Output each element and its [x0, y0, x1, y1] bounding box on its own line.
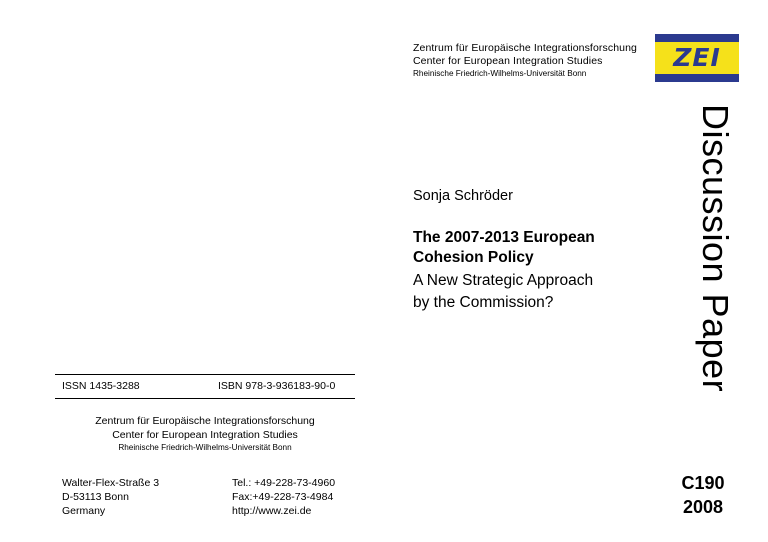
imprint-institute-german: Zentrum für Europäische Integrationsforschung [95, 415, 315, 427]
contact-block [232, 477, 335, 519]
issn-text: ISSN 1435-3288 [62, 380, 140, 392]
address-country: Germany [62, 504, 106, 517]
contact-website: http://www.zei.de [232, 504, 312, 517]
contact-fax: Fax:+49-228-73-4984 [232, 490, 334, 503]
logo-text: ZEI [673, 43, 721, 72]
address-street: Walter-Flex-Straße 3 [62, 477, 160, 489]
zei-logo [655, 34, 739, 82]
title-block [413, 228, 663, 314]
subtitle-line-1: A New Strategic Approach [413, 271, 594, 289]
author-name: Sonja Schröder [413, 188, 513, 204]
series-spine [648, 100, 768, 460]
isbn-text: ISBN 978-3-936183-90-0 [218, 380, 336, 392]
contact-telephone: Tel.: +49-228-73-4960 [232, 477, 336, 489]
title-line-2: Cohesion Policy [413, 249, 534, 267]
paper-number: C190 [681, 473, 725, 493]
institute-name-english: Center for European Integration Studies [413, 55, 603, 68]
subtitle-line-2: by the Commission? [413, 294, 554, 312]
address-block [62, 477, 159, 519]
paper-code-block [660, 472, 746, 520]
title-line-1: The 2007-2013 European [413, 229, 595, 246]
imprint-rule-bottom [55, 398, 355, 399]
series-title: Discussion Paper [695, 104, 736, 393]
imprint-rule-top [55, 374, 355, 375]
institute-header [413, 42, 653, 80]
imprint-institute-english: Center for European Integration Studies [112, 428, 298, 441]
logo-bar-bottom [655, 74, 739, 82]
imprint-institute-block [55, 415, 355, 454]
logo-bar-top [655, 34, 739, 42]
institute-name-german: Zentrum für Europäische Integrationsforschung [413, 42, 637, 54]
imprint-university: Rheinische Friedrich-Wilhelms-Universität Bonn [118, 443, 292, 453]
address-city: D-53113 Bonn [62, 490, 129, 503]
paper-year: 2008 [682, 496, 724, 517]
university-name: Rheinische Friedrich-Wilhelms-Universität Bonn [413, 69, 587, 79]
